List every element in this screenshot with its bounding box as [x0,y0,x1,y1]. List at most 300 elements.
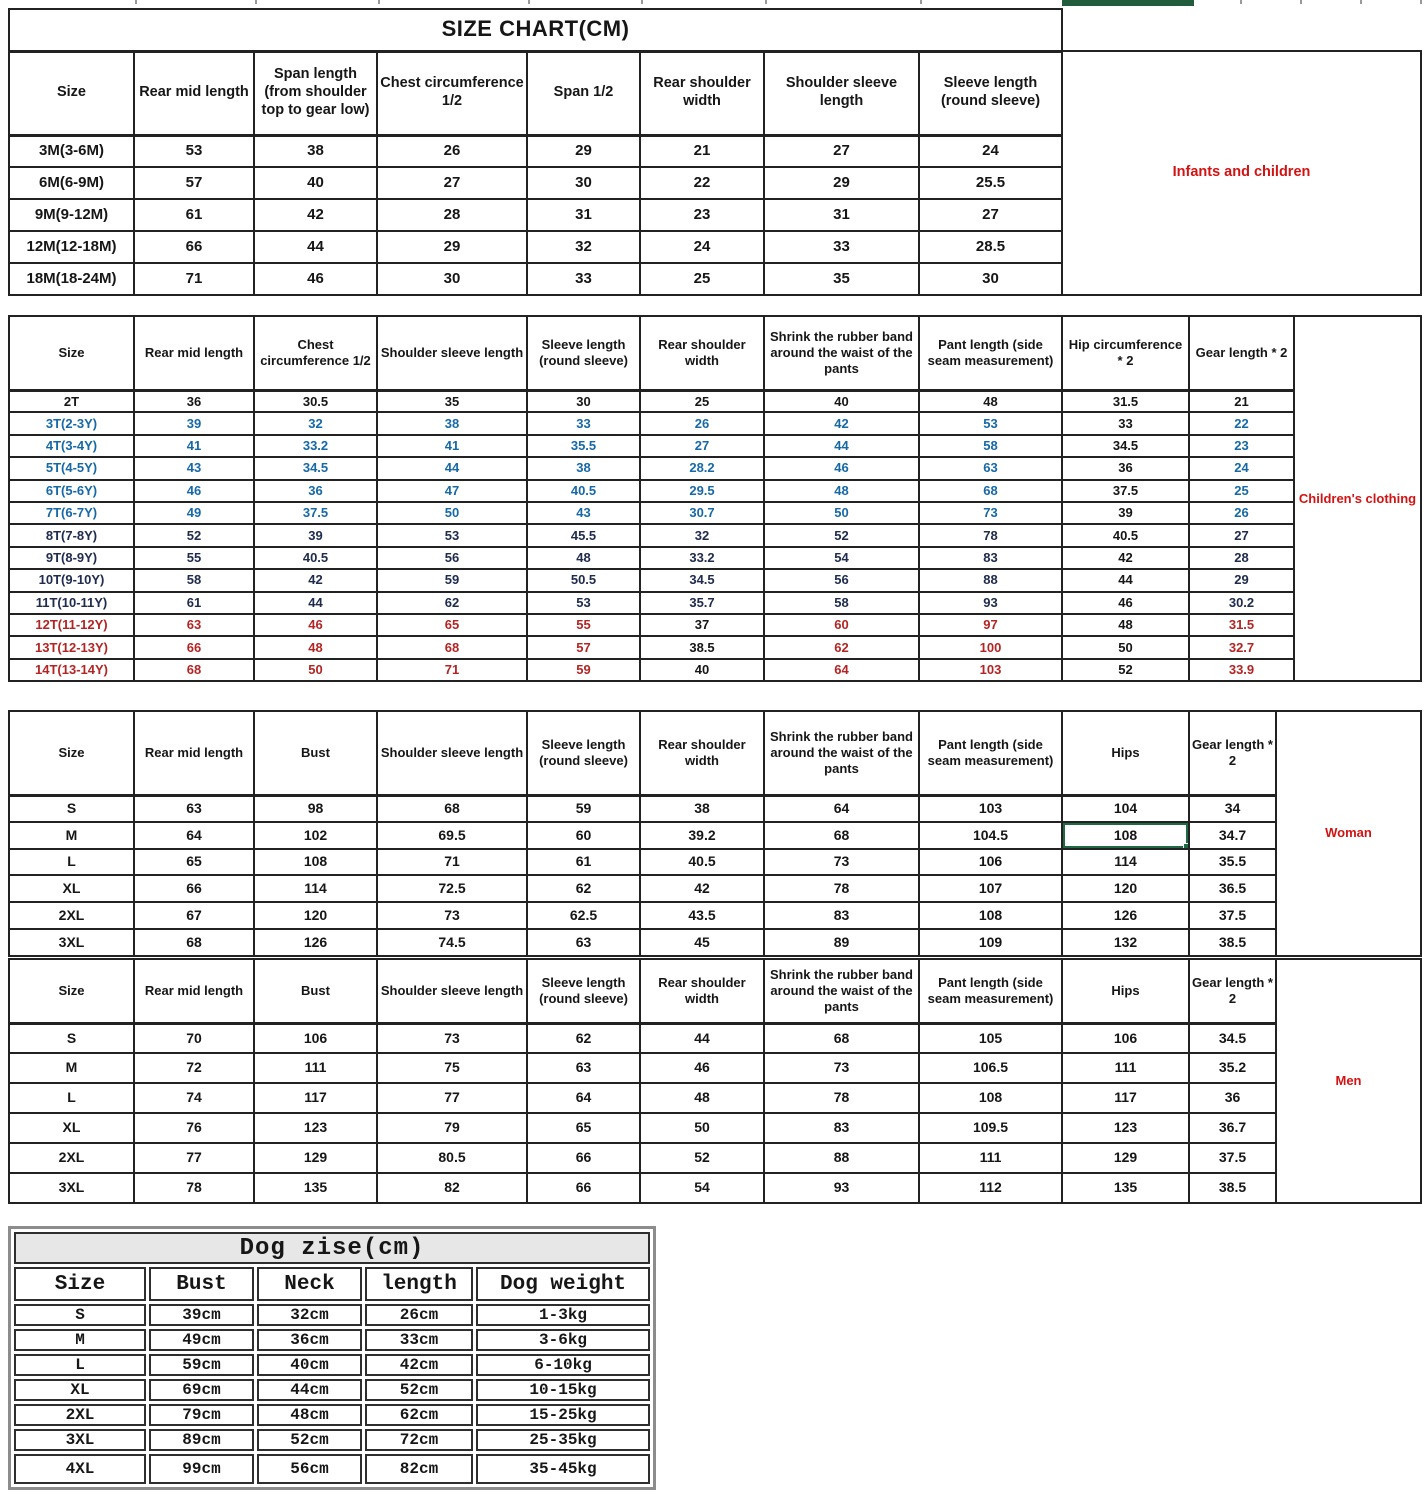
column-header: Rear mid length [134,959,254,1023]
data-cell: 30 [377,263,527,295]
data-cell: 31 [527,199,640,231]
data-cell: 30 [919,263,1062,295]
data-cell: 114 [254,875,377,902]
data-cell: 40 [764,390,919,412]
data-cell: 48cm [257,1404,362,1426]
data-cell: 132 [1062,929,1189,956]
column-header: Pant length (side seam measurement) [919,316,1062,390]
data-cell: 107 [919,875,1062,902]
column-header: Span 1/2 [527,51,640,135]
data-cell: 33 [1062,412,1189,434]
column-header: Bust [149,1267,254,1301]
row-label: 14T(13-14Y) [9,659,134,681]
data-cell: 52cm [365,1379,473,1401]
data-cell: 57 [527,636,640,658]
data-cell: 52 [1062,659,1189,681]
data-cell: 36.5 [1189,875,1276,902]
data-cell: 53 [134,135,254,167]
data-cell: 40.5 [254,547,377,569]
row-label: 12M(12-18M) [9,231,134,263]
data-cell: 26 [1189,502,1294,524]
column-header: Bust [254,711,377,795]
sheet-selection-strip [1062,0,1194,6]
data-cell: 66 [527,1173,640,1203]
data-cell: 46 [764,457,919,479]
data-cell: 38 [254,135,377,167]
data-cell: 68 [377,636,527,658]
row-label: 18M(18-24M) [9,263,134,295]
data-cell: 63 [919,457,1062,479]
gridline-tick [255,0,257,4]
data-cell: 56 [377,547,527,569]
gridline-tick [528,0,530,4]
data-cell: 49cm [149,1329,254,1351]
column-header: Rear mid length [134,711,254,795]
data-cell: 65 [134,849,254,876]
data-cell: 27 [640,435,764,457]
row-label: 2XL [14,1404,146,1426]
data-cell: 135 [1062,1173,1189,1203]
column-header: Size [9,959,134,1023]
column-header: Bust [254,959,377,1023]
data-cell: 35.2 [1189,1053,1276,1083]
data-cell: 65 [377,614,527,636]
data-cell: 58 [919,435,1062,457]
column-header: Size [9,711,134,795]
gridline-tick [1300,0,1302,4]
data-cell: 75 [377,1053,527,1083]
data-cell: 10-15kg [476,1379,650,1401]
data-cell: 46 [640,1053,764,1083]
data-cell: 66 [527,1143,640,1173]
data-cell: 59 [377,569,527,591]
data-cell: 34.5 [1189,1023,1276,1053]
data-cell: 25-35kg [476,1429,650,1451]
data-cell: 72.5 [377,875,527,902]
data-cell: 30.2 [1189,592,1294,614]
gridline-tick [1240,0,1242,4]
data-cell: 40.5 [1062,524,1189,546]
data-cell: 33.9 [1189,659,1294,681]
data-cell: 98 [254,795,377,822]
data-cell: 26 [640,412,764,434]
data-cell: 105 [919,1023,1062,1053]
children-size-table [8,315,1422,682]
data-cell: 41 [377,435,527,457]
data-cell: 31.5 [1189,614,1294,636]
data-cell: 29 [1189,569,1294,591]
column-header: Size [9,51,134,135]
data-cell: 48 [919,390,1062,412]
row-label: L [9,1083,134,1113]
data-cell: 42 [254,199,377,231]
data-cell: 35 [764,263,919,295]
data-cell: 38.5 [1189,929,1276,956]
data-cell: 62.5 [527,902,640,929]
data-cell: 49 [134,502,254,524]
data-cell: 88 [919,569,1062,591]
row-label: 3XL [9,1173,134,1203]
column-header: Gear length * 2 [1189,316,1294,390]
data-cell: 68 [377,795,527,822]
column-header: Hips [1062,959,1189,1023]
data-cell: 42cm [365,1354,473,1376]
column-header: Size [9,316,134,390]
column-header: Neck [257,1267,362,1301]
row-label: S [14,1304,146,1326]
column-header: Shrink the rubber band around the waist of the pants [764,711,919,795]
data-cell: 44 [254,592,377,614]
data-cell: 50 [764,502,919,524]
row-label: 3T(2-3Y) [9,412,134,434]
data-cell: 39cm [149,1304,254,1326]
data-cell: 78 [134,1173,254,1203]
data-cell: 120 [254,902,377,929]
data-cell: 69.5 [377,822,527,849]
dog-size-table [11,1229,653,1487]
data-cell: 71 [134,263,254,295]
gridline-tick [1420,0,1422,4]
data-cell: 44 [764,435,919,457]
data-cell: 89 [764,929,919,956]
data-cell: 68 [764,1023,919,1053]
column-header: Gear length * 2 [1189,711,1276,795]
dog-table-container [8,1226,656,1490]
data-cell: 68 [764,822,919,849]
data-cell: 34.5 [254,457,377,479]
data-cell: 40.5 [640,849,764,876]
row-label: XL [14,1379,146,1401]
column-header: Hip circumference * 2 [1062,316,1189,390]
column-header: Shoulder sleeve length [764,51,919,135]
row-label: 13T(12-13Y) [9,636,134,658]
data-cell: 37.5 [1189,902,1276,929]
data-cell: 45 [640,929,764,956]
gridline-tick [641,0,643,4]
data-cell: 42 [764,412,919,434]
data-cell: 43.5 [640,902,764,929]
data-cell: 108 [919,902,1062,929]
data-cell: 135 [254,1173,377,1203]
data-cell: 40 [254,167,377,199]
data-cell: 29 [527,135,640,167]
data-cell: 34.5 [1062,435,1189,457]
data-cell: 117 [254,1083,377,1113]
data-cell: 44 [1062,569,1189,591]
data-cell: 27 [764,135,919,167]
column-header: Shoulder sleeve length [377,959,527,1023]
data-cell: 83 [764,1113,919,1143]
data-cell: 22 [640,167,764,199]
data-cell: 62 [527,1023,640,1053]
data-cell: 31.5 [1062,390,1189,412]
data-cell: 31 [764,199,919,231]
data-cell: 52cm [257,1429,362,1451]
data-cell: 126 [254,929,377,956]
data-cell: 42 [1062,547,1189,569]
data-cell: 1-3kg [476,1304,650,1326]
children-table-container [8,315,1422,682]
data-cell: 82cm [365,1454,473,1484]
gridline-tick [1360,0,1362,4]
infants-size-table [8,8,1422,296]
data-cell: 25 [640,263,764,295]
data-cell: 129 [254,1143,377,1173]
data-cell: 30.7 [640,502,764,524]
data-cell: 27 [377,167,527,199]
data-cell: 36 [134,390,254,412]
data-cell: 52 [640,1143,764,1173]
column-header: Sleeve length (round sleeve) [919,51,1062,135]
data-cell: 37.5 [254,502,377,524]
data-cell: 46 [134,480,254,502]
data-cell: 61 [527,849,640,876]
column-header: Shrink the rubber band around the waist of the pants [764,959,919,1023]
data-cell: 63 [134,795,254,822]
data-cell: 3-6kg [476,1329,650,1351]
row-label: 12T(11-12Y) [9,614,134,636]
data-cell: 46 [254,614,377,636]
data-cell: 25 [1189,480,1294,502]
data-cell: 36.7 [1189,1113,1276,1143]
data-cell: 35 [377,390,527,412]
data-cell: 129 [1062,1143,1189,1173]
data-cell: 25 [640,390,764,412]
data-cell: 59 [527,795,640,822]
data-cell: 70 [134,1023,254,1053]
row-label: 2T [9,390,134,412]
data-cell: 66 [134,875,254,902]
data-cell: 88 [764,1143,919,1173]
column-header: Rear mid length [134,51,254,135]
data-cell: 38 [640,795,764,822]
data-cell: 39 [134,412,254,434]
data-cell: 21 [1189,390,1294,412]
data-cell: 36 [254,480,377,502]
data-cell: 33 [764,231,919,263]
data-cell: 77 [377,1083,527,1113]
data-cell: 82 [377,1173,527,1203]
data-cell: 83 [919,547,1062,569]
data-cell: 106 [1062,1023,1189,1053]
gridline-tick [378,0,380,4]
data-cell: 24 [640,231,764,263]
data-cell: 106 [254,1023,377,1053]
data-cell: 30 [527,390,640,412]
data-cell: 50 [1062,636,1189,658]
data-cell: 38.5 [1189,1173,1276,1203]
data-cell: 55 [527,614,640,636]
data-cell: 25.5 [919,167,1062,199]
data-cell: 100 [919,636,1062,658]
column-header: Shrink the rubber band around the waist of the pants [764,316,919,390]
data-cell: 50 [254,659,377,681]
data-cell: 33 [527,412,640,434]
data-cell: 35.7 [640,592,764,614]
data-cell: 111 [1062,1053,1189,1083]
woman-table-container [8,710,1422,957]
data-cell: 44 [254,231,377,263]
data-cell: 53 [527,592,640,614]
data-cell: 24 [919,135,1062,167]
row-label: 4XL [14,1454,146,1484]
data-cell: 54 [764,547,919,569]
data-cell: 114 [1062,849,1189,876]
data-cell: 79cm [149,1404,254,1426]
data-cell: 32cm [257,1304,362,1326]
data-cell: 23 [1189,435,1294,457]
data-cell: 26cm [365,1304,473,1326]
data-cell: 68 [134,929,254,956]
data-cell: 40.5 [527,480,640,502]
data-cell: 21 [640,135,764,167]
data-cell: 109 [919,929,1062,956]
data-cell: 68 [919,480,1062,502]
data-cell: 62 [764,636,919,658]
row-label: 2XL [9,1143,134,1173]
data-cell: 60 [764,614,919,636]
data-cell: 33cm [365,1329,473,1351]
column-header: Dog weight [476,1267,650,1301]
data-cell: 36cm [257,1329,362,1351]
column-header: Pant length (side seam measurement) [919,959,1062,1023]
data-cell: 112 [919,1173,1062,1203]
data-cell: 58 [764,592,919,614]
data-cell: 34 [1189,795,1276,822]
data-cell: 56cm [257,1454,362,1484]
data-cell: 72cm [365,1429,473,1451]
category-label: Woman [1276,711,1421,956]
data-cell: 29 [764,167,919,199]
data-cell: 103 [919,795,1062,822]
men-table-container [8,958,1422,1204]
column-header: Rear shoulder width [640,316,764,390]
data-cell: 26 [377,135,527,167]
row-label: M [9,1053,134,1083]
row-label: 6T(5-6Y) [9,480,134,502]
data-cell: 32.7 [1189,636,1294,658]
data-cell: 53 [377,524,527,546]
data-cell: 89cm [149,1429,254,1451]
category-label: Infants and children [1062,51,1421,295]
data-cell: 64 [764,659,919,681]
data-cell: 58 [134,569,254,591]
column-header: Sleeve length (round sleeve) [527,316,640,390]
column-header: Sleeve length (round sleeve) [527,711,640,795]
data-cell: 106.5 [919,1053,1062,1083]
data-cell: 39.2 [640,822,764,849]
data-cell: 72 [134,1053,254,1083]
data-cell: 120 [1062,875,1189,902]
data-cell: 32 [527,231,640,263]
data-cell: 28 [377,199,527,231]
data-cell: 63 [134,614,254,636]
data-cell: 73 [377,1023,527,1053]
row-label: M [14,1329,146,1351]
data-cell: 44cm [257,1379,362,1401]
column-header: Hips [1062,711,1189,795]
data-cell: 48 [527,547,640,569]
column-header: Chest circumference 1/2 [377,51,527,135]
data-cell: 80.5 [377,1143,527,1173]
data-cell: 33.2 [640,547,764,569]
column-header: Pant length (side seam measurement) [919,711,1062,795]
data-cell: 117 [1062,1083,1189,1113]
data-cell: 53 [919,412,1062,434]
row-label: L [9,849,134,876]
data-cell: 32 [640,524,764,546]
data-cell: 30.5 [254,390,377,412]
row-label: M [9,822,134,849]
data-cell: 62 [377,592,527,614]
data-cell: 97 [919,614,1062,636]
data-cell: 36 [1189,1083,1276,1113]
data-cell: 42 [640,875,764,902]
data-cell: 71 [377,849,527,876]
data-cell: 43 [134,457,254,479]
data-cell: 108 [1062,822,1189,849]
data-cell: 62 [527,875,640,902]
data-cell: 22 [1189,412,1294,434]
gridline-tick [135,0,137,4]
data-cell: 52 [134,524,254,546]
data-cell: 111 [254,1053,377,1083]
data-cell: 126 [1062,902,1189,929]
row-label: 4T(3-4Y) [9,435,134,457]
data-cell: 35.5 [1189,849,1276,876]
data-cell: 46 [1062,592,1189,614]
row-label: 5T(4-5Y) [9,457,134,479]
data-cell: 37.5 [1189,1143,1276,1173]
data-cell: 69cm [149,1379,254,1401]
data-cell: 32 [254,412,377,434]
data-cell: 42 [254,569,377,591]
data-cell: 44 [640,1023,764,1053]
data-cell: 37.5 [1062,480,1189,502]
data-cell: 34.7 [1189,822,1276,849]
data-cell: 123 [254,1113,377,1143]
data-cell: 63 [527,1053,640,1083]
row-label: 8T(7-8Y) [9,524,134,546]
data-cell: 33.2 [254,435,377,457]
data-cell: 45.5 [527,524,640,546]
data-cell: 23 [640,199,764,231]
data-cell: 60 [527,822,640,849]
data-cell: 41 [134,435,254,457]
data-cell: 61 [134,199,254,231]
data-cell: 57 [134,167,254,199]
data-cell: 47 [377,480,527,502]
data-cell: 24 [1189,457,1294,479]
data-cell: 64 [527,1083,640,1113]
table-title: SIZE CHART(CM) [9,9,1062,51]
data-cell: 28 [1189,547,1294,569]
data-cell: 39 [254,524,377,546]
row-label: 9M(9-12M) [9,199,134,231]
data-cell: 39 [1062,502,1189,524]
data-cell: 102 [254,822,377,849]
data-cell: 33 [527,263,640,295]
row-label: 3XL [14,1429,146,1451]
column-header: Shoulder sleeve length [377,711,527,795]
row-label: S [9,795,134,822]
data-cell: 56 [764,569,919,591]
data-cell: 108 [254,849,377,876]
data-cell: 73 [377,902,527,929]
row-label: 3M(3-6M) [9,135,134,167]
row-label: 6M(6-9M) [9,167,134,199]
data-cell: 28.5 [919,231,1062,263]
